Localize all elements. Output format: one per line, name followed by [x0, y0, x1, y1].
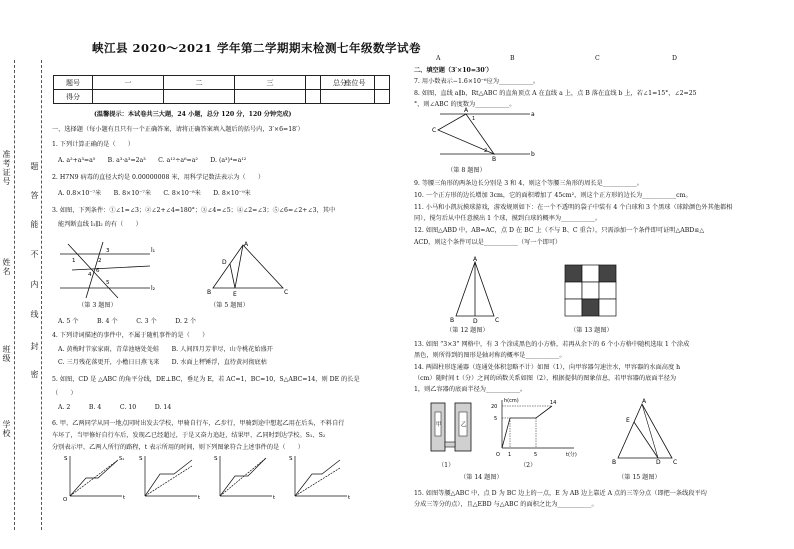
- figure-14-title: （第 14 题图）: [460, 474, 503, 481]
- question-3-options: A. 5 个 B. 4 个 C. 3 个 D. 2 个: [58, 318, 197, 325]
- axis-label: O: [63, 497, 68, 503]
- question-1: 1. 下列计算正确的是（ ）: [52, 141, 135, 148]
- fig12-label: B: [450, 317, 455, 324]
- score-cell[interactable]: [164, 90, 235, 104]
- fig5-label: E: [233, 291, 237, 298]
- fig12-label: C: [495, 317, 500, 324]
- score-header: 一: [93, 76, 164, 90]
- binding-label: 学校: [2, 420, 11, 438]
- binding-char: 能: [30, 220, 39, 229]
- figure-3: [58, 240, 158, 300]
- fig8-label: 2: [484, 148, 488, 154]
- score-header: 二: [164, 76, 235, 90]
- score-cell[interactable]: [93, 90, 164, 104]
- fig14-label: h(cm): [504, 398, 519, 404]
- score-row-label: 得分: [54, 90, 93, 104]
- binding-char: 封: [30, 342, 39, 351]
- figure-5: [205, 242, 295, 297]
- graph-c: [214, 456, 276, 501]
- question-6-line1: 6. 甲、乙两同学从同一地点同时出发去学校，甲骑自行车，乙步行，甲骑到途中想起乙用在后头，不料自行: [52, 420, 345, 427]
- binding-char: 题: [30, 162, 39, 171]
- question-8-line1: 8. 如图，直线 a∥b，Rt△ABC 的直角顶点 A 在直线 a 上，点 B 落在直线 b 上，若∠1=15°，∠2=25: [414, 90, 697, 97]
- axis-label: t: [273, 495, 276, 501]
- binding-line-outer: [14, 60, 15, 530]
- fig8-label: b: [531, 151, 535, 158]
- fig12-label: A: [473, 256, 478, 263]
- fig8-label: 1: [472, 116, 476, 122]
- figure-12-caption: （第 12 题图）: [446, 327, 489, 334]
- figure-3-caption: （第 3 题图）: [78, 302, 117, 309]
- question-6-line2: 车坏了，当甲修好自行车后，发现乙已经超过，于是又奋力追赶，结果甲、乙同时到达学校。S₁、S₂: [52, 432, 326, 439]
- score-header: 题号: [54, 76, 93, 90]
- fig14-label: 20: [491, 404, 498, 410]
- axis-label: S₁: [119, 456, 125, 462]
- fig14-label: 5: [494, 416, 498, 422]
- question-15-line2: 分成三等分的点），且△EBD 与△ABC 的面积之比为___________。: [414, 501, 598, 508]
- score-cell[interactable]: [235, 90, 306, 104]
- question-14-line3: 1，则乙容器的底面半径为___________。: [414, 386, 527, 393]
- question-11-line2: 同），搅匀后从中任意摸出 1 个球，摸到白球的概率为___________。: [414, 215, 602, 222]
- fig14-label: 1: [508, 452, 512, 458]
- question-4-options-1: A. 黄梅时节家家雨，青草池塘处处蛙 B. 人间四月芳菲尽，山寺桃花始盛开: [58, 346, 273, 353]
- seat-cell[interactable]: [321, 90, 390, 104]
- fig8-label: B: [492, 156, 497, 163]
- figure-14-caption-2: （2）: [520, 462, 537, 469]
- q6-letter: B: [510, 55, 515, 62]
- axis-label: t: [198, 495, 201, 501]
- question-4: 4. 下列诗词描述的事件中，不属于随机事件的是（ ）: [52, 332, 209, 339]
- fig3-label: 1: [72, 258, 76, 264]
- axis-label: S: [214, 456, 218, 462]
- figure-14-graph: [490, 396, 580, 462]
- question-2-options: A. 0.8×10⁻⁷米 B. 8×10⁻⁷米 C. 8×10⁻⁸米 D. 8×10⁻⁹米: [58, 190, 251, 197]
- question-10: 10. 一个正方形的边长增加 3cm，它的面积增加了 45cm²，则这个正方形的边长为___________cm。: [414, 192, 692, 199]
- question-13-line1: 13. 如图 “3×3” 网格中，有 3 个涂成黑色的小方格，若再从余下的 6 个小方格中随机选取 1 个涂成: [414, 341, 690, 348]
- fig3-label: 5: [106, 280, 110, 286]
- question-11-line1: 11. 小马和小凯玩摸球游戏，游戏规则如下：在一个不透明的袋子中装有 4 个白球和 3 个黑球（球除颜色外其他都相: [414, 204, 733, 211]
- question-1-options: A. a²+a³=a⁵ B. a³·a³=2a³ C. a¹²÷a⁶=a² D. (a³)⁴=a¹²: [58, 157, 247, 164]
- question-12-line1: 12. 如图△ABD 中，AB=AC，点 D 在 BC 上（不与 B、C 重合），只需添加一个条件即可证明△ABD≌△: [414, 227, 705, 234]
- section1-heading: 一、选择题（每小题有且只有一个正确答案，请将正确答案填入题后的括号内，3′×6=18′）: [52, 126, 304, 133]
- question-13-line2: 黑色，则所得到的图形是轴对称的概率是___________。: [414, 352, 566, 359]
- question-3-line1: 3. 如图，下列条件：①∠1=∠3；②∠2+∠4=180°；③∠4=∠5；④∠2=∠3；⑤∠6=∠2+∠3，其中: [52, 207, 336, 214]
- question-3-line2: 能判断直线 l₁∥l₂ 的有（ ）: [58, 221, 142, 228]
- question-14-line2: （cm）随时间 t（分）之间的函数关系如图（2），根据提供的图象信息，若甲容器的底面半径为: [414, 375, 677, 382]
- question-15-line1: 15. 如图等腰△ABC 中，点 D 为 BC 边上的一点，E 为 AB 边上靠近 A 点的三等分点（即把一条线段平均: [414, 490, 707, 497]
- fig3-label: 6: [96, 268, 100, 274]
- binding-line-inner: [41, 60, 42, 530]
- question-7: 7. 用小数表示−1.6×10⁻⁶应为___________。: [414, 78, 540, 85]
- binding-char: 不: [30, 250, 39, 259]
- fig8-label: a: [531, 111, 535, 118]
- score-header: 总分: [306, 76, 375, 90]
- binding-char: 内: [30, 280, 39, 289]
- axis-label: t: [123, 495, 126, 501]
- binding-label: 准考证号: [2, 150, 11, 186]
- binding-char: 答: [30, 191, 39, 200]
- fig3-label: 4: [88, 272, 92, 278]
- fig15-label: D: [656, 459, 661, 466]
- fig14-label: 14: [550, 400, 557, 406]
- axis-label: S: [64, 456, 68, 462]
- figure-15: [612, 400, 682, 465]
- fig14-label: 5: [534, 452, 538, 458]
- question-2: 2. H7N9 病毒的直径大约是 0.00000008 米，用科学记数法表示为（ ）: [52, 174, 265, 181]
- exam-note: (温馨提示：本试卷共三大题，24 小题，总分 120 分，120 分钟完成): [94, 111, 292, 118]
- section2-heading: 二、填空题（3′×10=30′）: [414, 67, 493, 74]
- figure-15-caption: （第 15 题图）: [618, 474, 661, 481]
- fig3-label: 2: [98, 258, 102, 264]
- fig12-label: D: [473, 318, 478, 325]
- axis-label: t: [348, 495, 351, 501]
- question-8-line2: °，则∠ABC 的度数为___________。: [414, 101, 516, 108]
- question-5: 5. 如图，CD 是 △ABC 的角平分线，DE⊥BC，垂足为 E，若 AC=1，BC=10，S△ABC=14，则 DE 的长是: [52, 376, 360, 383]
- question-14-line1: 14. 两圆柱形连通器（连通处体积忽略不计）如图（1），向甲容器匀速注水，甲容器的水面高度 h: [414, 364, 681, 371]
- question-6-line3: 分别表示甲、乙两人所行的路程，t 表示所用的时间，则下列图象符合上述事件的是（ ）: [52, 444, 304, 451]
- score-header: 三: [235, 76, 306, 90]
- graph-a: [63, 456, 126, 503]
- figure-5-caption: （第 5 题图）: [210, 302, 249, 309]
- q6-letter: D: [672, 55, 677, 62]
- fig14-label: 乙: [461, 422, 467, 428]
- binding-char: 密: [30, 370, 39, 379]
- fig3-label: l₁: [151, 247, 156, 254]
- binding-char: 线: [30, 310, 39, 319]
- axis-label: S: [289, 456, 293, 462]
- figure-14-caption-1: （1）: [438, 462, 455, 469]
- binding-label: 班级: [2, 345, 11, 363]
- figure-12: [450, 256, 510, 324]
- fig15-label: E: [626, 417, 630, 424]
- fig15-label: C: [673, 459, 678, 466]
- fig3-label: l₂: [151, 285, 156, 292]
- question-5-paren: （ ）: [52, 390, 77, 397]
- page-title: 峡江县 2020～2021 学年第二学期期末检测七年级数学试卷: [92, 41, 422, 55]
- binding-label: 姓名: [2, 258, 11, 276]
- fig5-label: D: [222, 259, 227, 266]
- question-4-options-2: C. 三月残花落更开，小檐日日燕飞来 D. 水面上秤锤浮，直待黄河彻底枯: [58, 359, 267, 366]
- axis-label: S: [139, 456, 143, 462]
- fig5-label: A: [244, 241, 249, 248]
- fig14-label: 甲: [436, 422, 442, 428]
- fig15-label: A: [642, 398, 647, 405]
- fig5-label: C: [284, 289, 289, 296]
- seat-table: [320, 75, 390, 104]
- graph-d: [289, 456, 351, 501]
- q6-letter: A: [436, 55, 441, 62]
- fig3-label: 3: [106, 248, 110, 254]
- figure-13-grid: [565, 265, 625, 325]
- fig14-label: t(分): [566, 452, 577, 458]
- seat-label: 座位号: [321, 76, 390, 90]
- fig5-label: B: [207, 289, 212, 296]
- figure-6-graphs: [60, 452, 360, 502]
- question-5-options: A. 2 B. 4 C. 10 D. 14: [58, 404, 172, 411]
- figure-8-caption: （第 8 题图）: [447, 167, 486, 174]
- fig14-label: O: [496, 452, 500, 458]
- fig15-label: B: [612, 459, 617, 466]
- figure-14-containers: [428, 398, 478, 458]
- figure-13-caption: （第 13 题图）: [570, 327, 613, 334]
- question-12-line2: ACD，则这个条件可以是___________（写一个即可）: [414, 239, 562, 246]
- fig8-label: A: [464, 107, 469, 114]
- fig8-label: C: [432, 127, 437, 134]
- graph-b: [139, 456, 201, 501]
- q6-letter: C: [595, 55, 600, 62]
- question-9: 9. 等腰三角形的两条边长分别是 3 和 4，则这个等腰三角形的周长是___________。: [414, 180, 643, 187]
- figure-8: [430, 108, 540, 163]
